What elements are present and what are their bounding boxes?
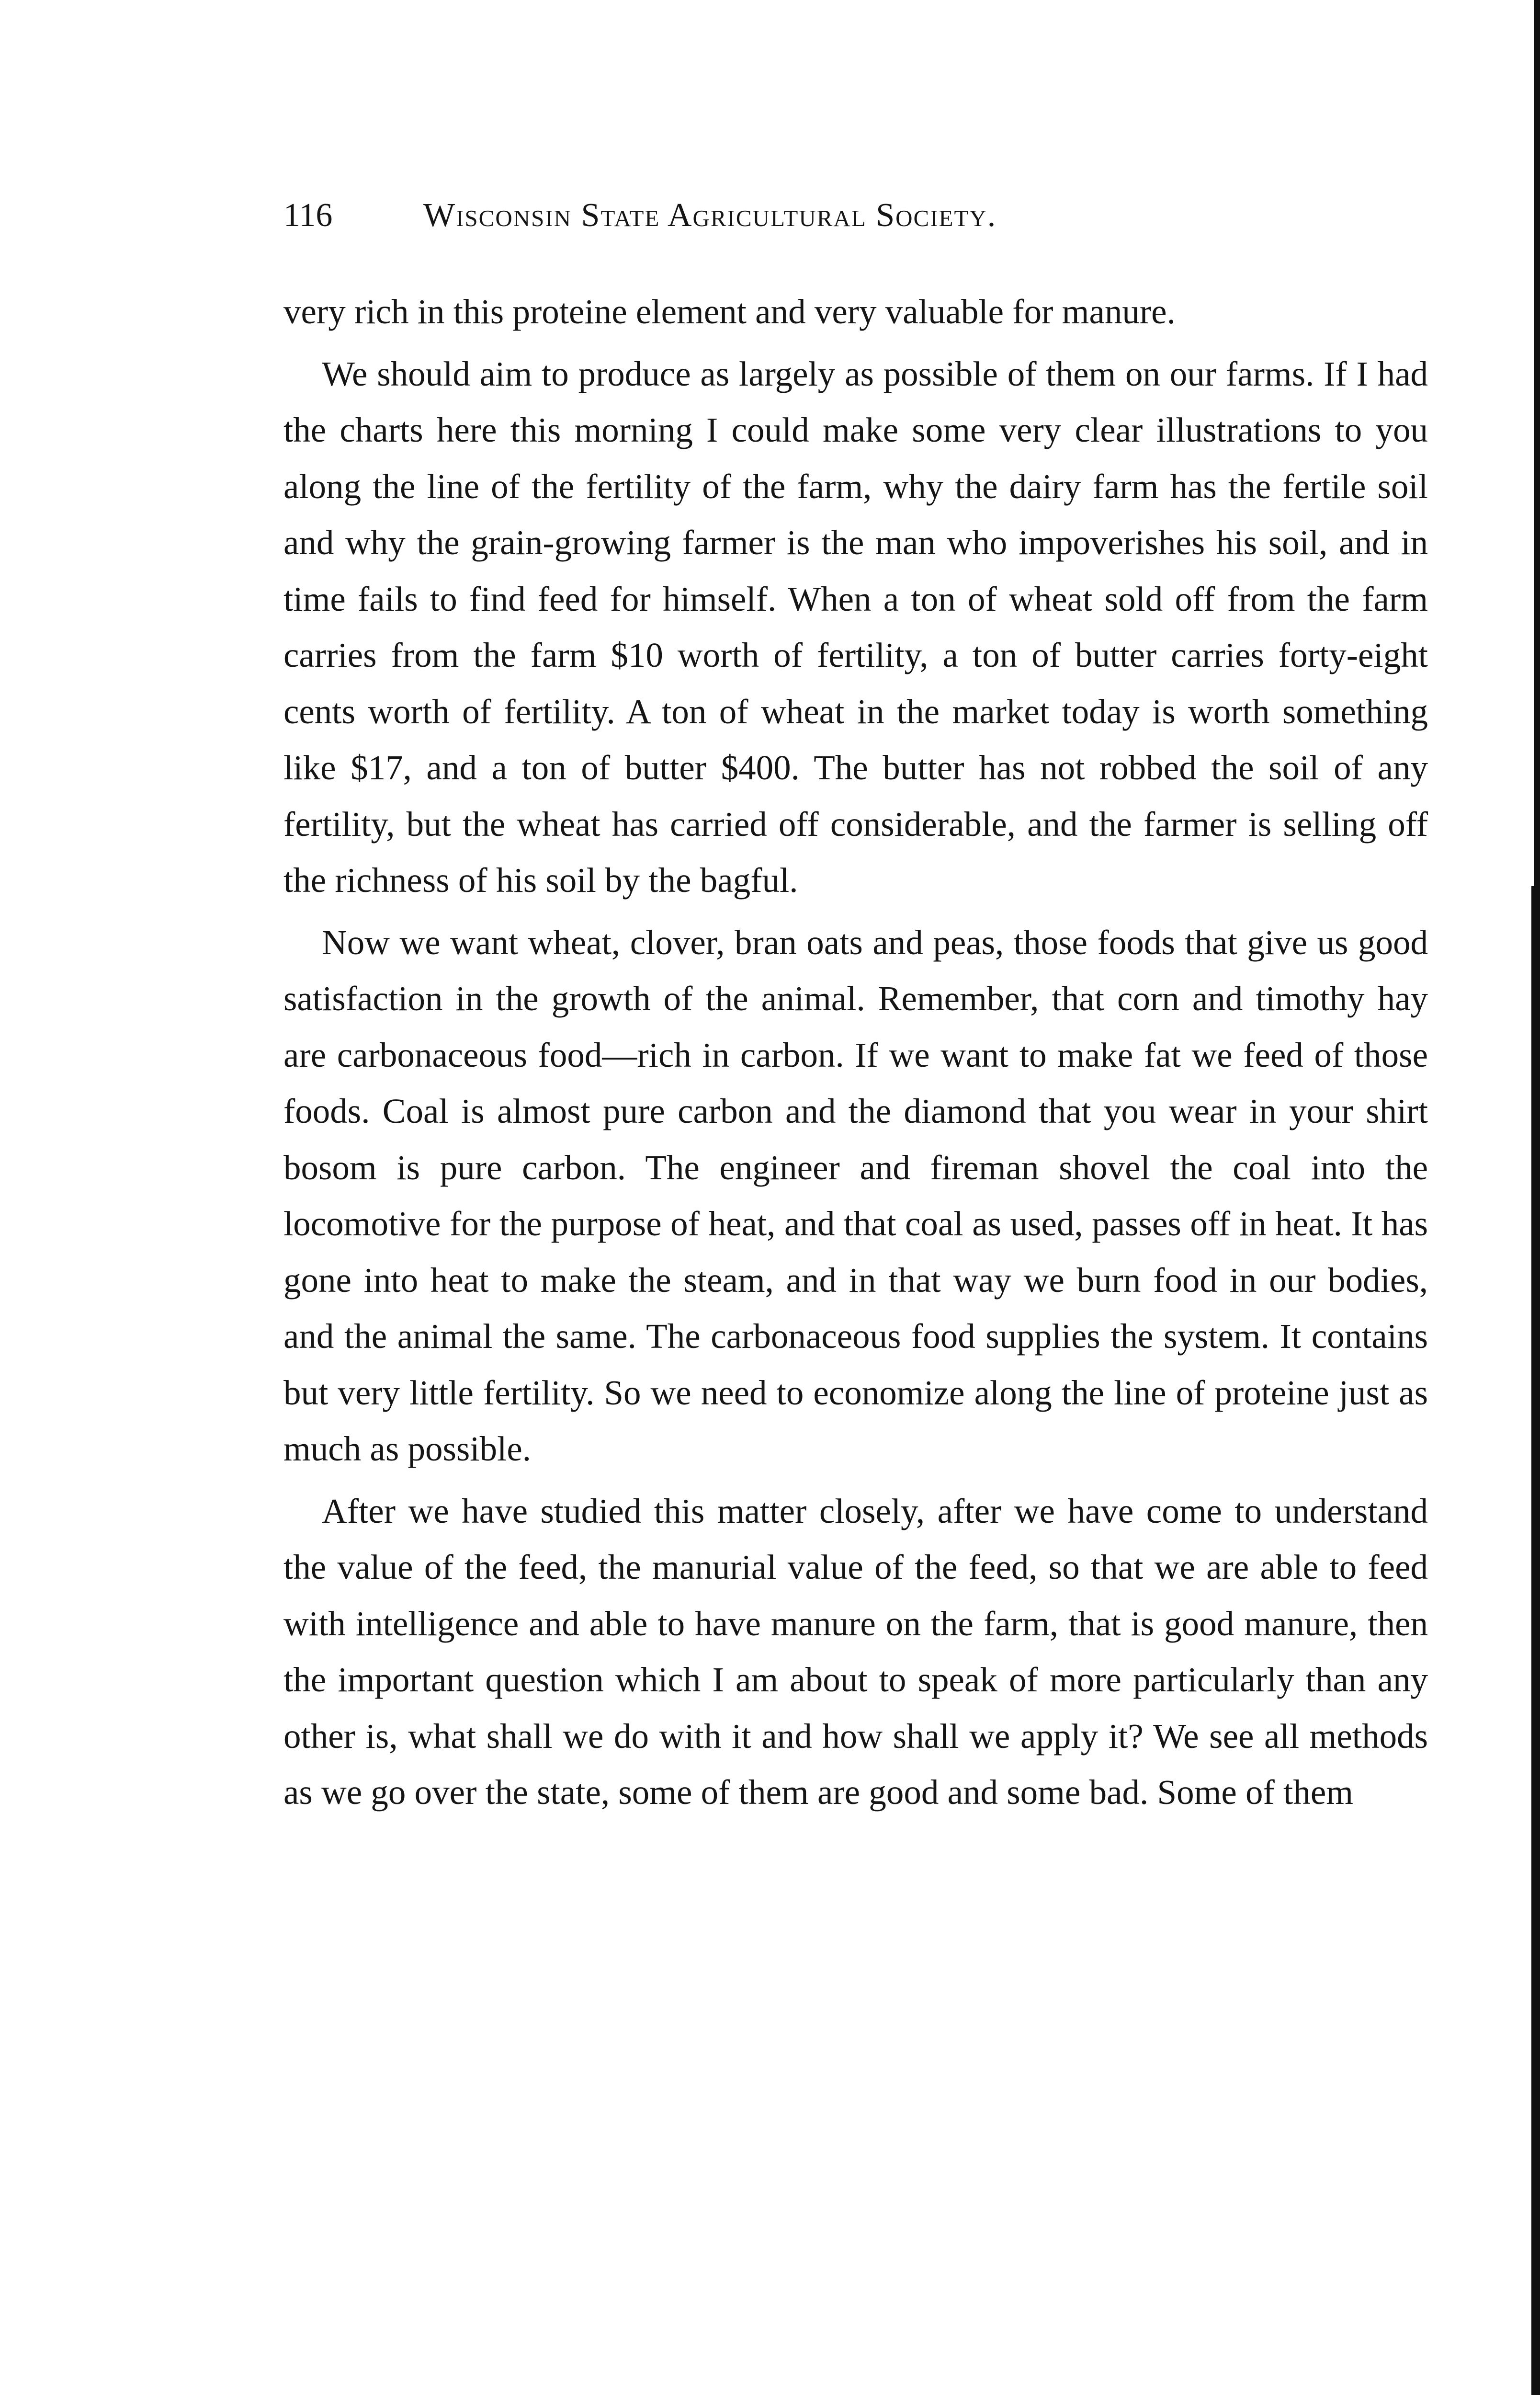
page-number: 116 bbox=[283, 197, 333, 234]
body-text bbox=[283, 284, 1428, 1826]
paragraph-continued: very rich in this proteine element and very valuable for manure. bbox=[283, 292, 1176, 331]
paragraph: Now we want wheat, clover, bran oats and peas, those foods that give us good satisfaction in the growth of the animal. Remember, that corn and timothy hay are carbonaceous food—rich in carbon. If we want to make fat we feed of those foods. Coal is almost pure carbon and the diamond that you wear in your shirt bosom is pure carbon. The engineer and fireman shovel the coal into the locomotive for the purpose of heat, and that coal as used, passes off in heat. It has gone into heat to make the steam, and in that way we burn food in our bodies, and the animal the same. The carbonaceous food supplies the system. It contains but very little fertility. So we need to economize along the line of proteine just as much as possible. bbox=[283, 923, 1428, 1468]
scan-border-right-lower bbox=[1531, 886, 1540, 2395]
paragraph: After we have studied this matter closely, after we have come to understand the value of the feed, the manurial value of the feed, so that we are able to feed with intelligence and able to have manure on the farm, that is good manure, then the important question which I am about to speak of more particularly than any other is, what shall we do with it and how shall we apply it? We see all methods as we go over the state, some of them are good and some bad. Some of them bbox=[283, 1491, 1428, 1812]
page-header bbox=[283, 192, 1433, 240]
running-title: Wisconsin State Agricultural Society. bbox=[423, 197, 997, 234]
paragraph: We should aim to produce as largely as possible of them on our farms. If I had the charts here this morning I could make some very clear illustrations to you along the line of the fertility of the farm, why the dairy farm has the fertile soil and why the grain-growing farmer is the man who impoverishes his soil, and in time fails to find feed for himself. When a ton of wheat sold off from the farm carries from the farm $10 worth of fertility, a ton of butter carries forty-eight cents worth of fertility. A ton of wheat in the market today is worth something like $17, and a ton of butter $400. The butter has not robbed the soil of any fertility, but the wheat has carried off considerable, and the farmer is selling off the richness of his soil by the bagful. bbox=[283, 354, 1428, 900]
